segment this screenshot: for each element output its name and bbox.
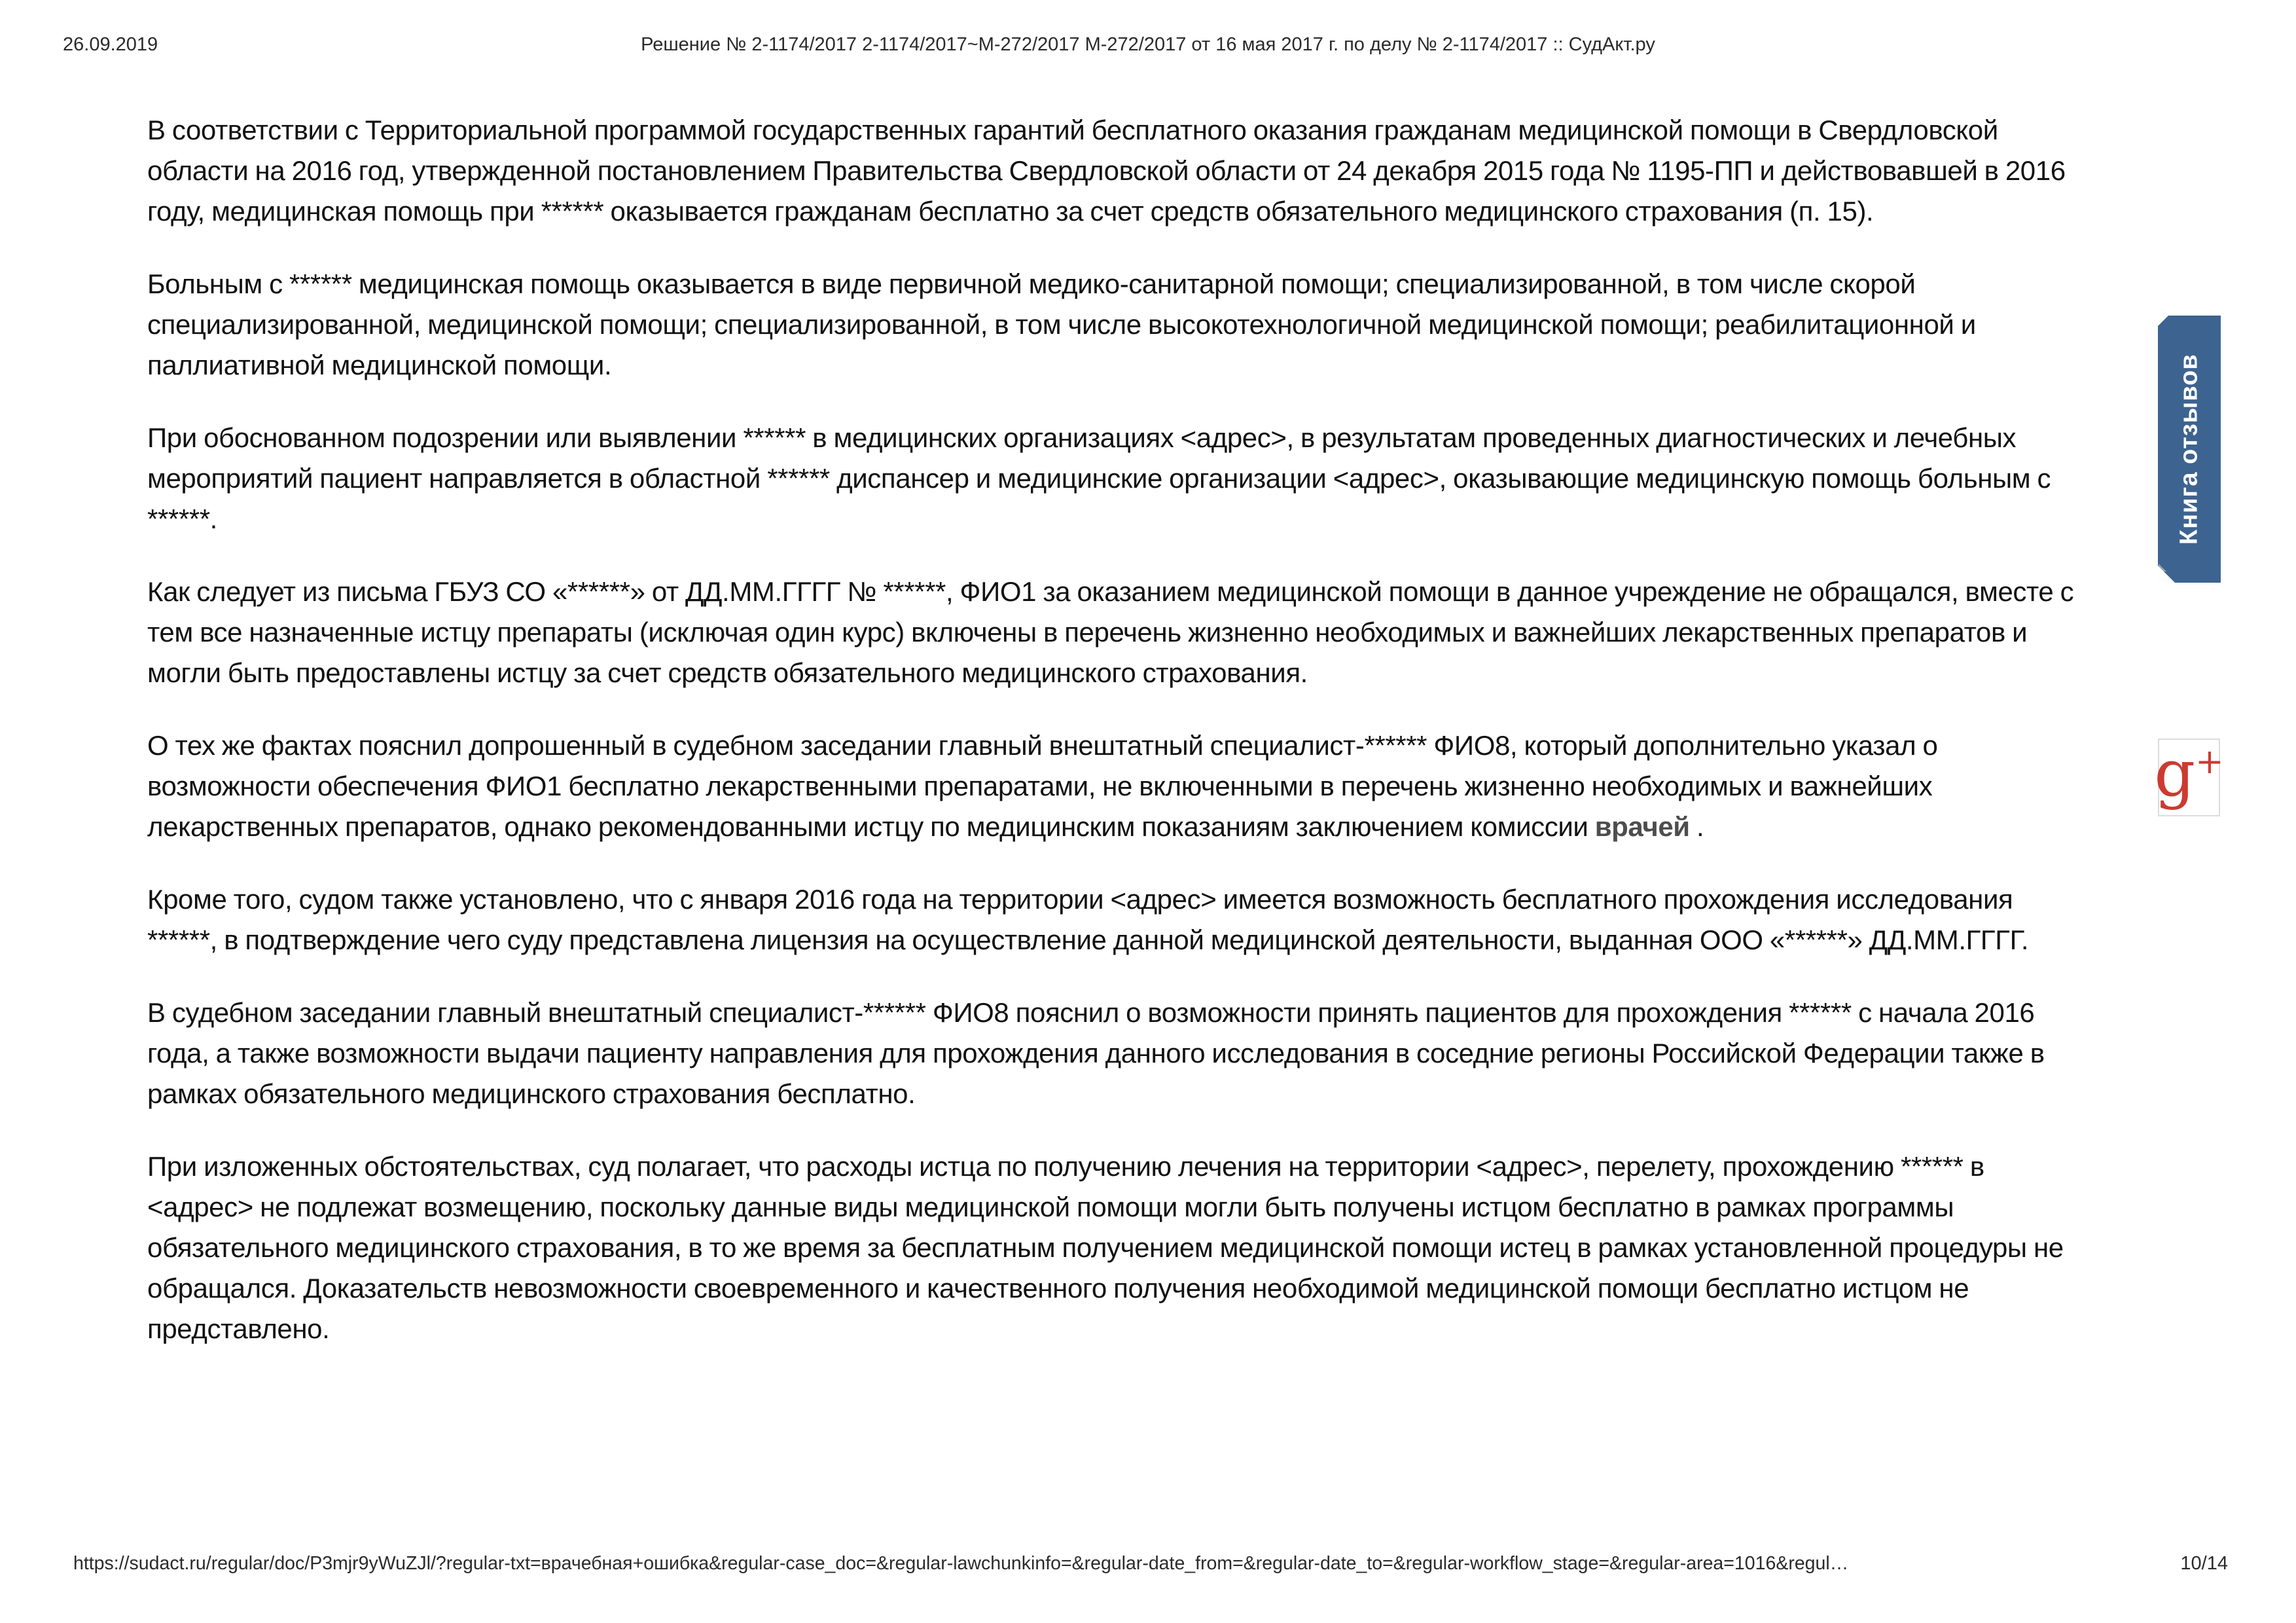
paragraph-text: О тех же фактах пояснил допрошенный в судебном заседании главный внештатный специалист-****** ФИО8, который дополнительно указал о возможности обеспечения ФИО1 бесплатно лекарственными препаратами, не включенными в перечень жизненно необходимых и важнейших лекарственных препаратов, однако рекомендованными истцу по медицинским показаниям заключением комиссии: [147, 730, 1938, 842]
paragraph-text: .: [1689, 811, 1704, 842]
print-title: Решение № 2-1174/2017 2-1174/2017~М-272/2017 М-272/2017 от 16 мая 2017 г. по делу № 2-1174/2017 :: СудАкт.ру: [641, 34, 1655, 55]
paragraph: При изложенных обстоятельствах, суд полагает, что расходы истца по получению лечения на территории <адрес>, перелету, прохождению ****** в <адрес> не подлежат возмещению, поскольку данные виды медицинской помощи могли быть получены истцом бесплатно в рамках программы обязательного медицинского страхования, в то же время за бесплатным получением медицинской помощи истец в рамках установленной процедуры не обращался. Доказательств невозможности своевременного и качественного получения необходимой медицинской помощи бесплатно истцом не представлено.: [147, 1151, 2064, 1344]
paragraph: Кроме того, судом также установлено, что с января 2016 года на территории <адрес> имеется возможность бесплатного прохождения исследования ******, в подтверждение чего суду представлена лицензия на осуществление данной медицинской деятельности, выданная ООО «******» ДД.ММ.ГГГГ.: [147, 884, 2029, 955]
feedback-tab[interactable]: [2158, 316, 2221, 583]
source-url: https://sudact.ru/regular/doc/P3mjr9yWuZJl/?regular-txt=врачебная+ошибка&regular-case_doc=&regular-lawchunkinfo=&regular-date_from=&regular-date_to=&regular-workflow_stage=&regular-area=1016&regul…: [73, 1553, 1849, 1574]
google-plus-button[interactable]: [2154, 737, 2224, 816]
feedback-tab-label: Книга отзывов: [2175, 354, 2203, 545]
google-plus-icon-plus: +: [2195, 742, 2224, 782]
paragraph: [147, 725, 2085, 847]
google-plus-icon: g: [2154, 737, 2196, 811]
paragraph: Как следует из письма ГБУЗ СО «******» от ДД.ММ.ГГГГ № ******, ФИО1 за оказанием медицинской помощи в данное учреждение не обращался, вместе с тем все назначенные истцу препараты (исключая один курс) включены в перечень жизненно необходимых и важнейших лекарственных препаратов и могли быть предоставлены истцу за счет средств обязательного медицинского страхования.: [147, 576, 2074, 688]
highlighted-search-term: врачей: [1594, 811, 1690, 842]
page-indicator: 10/14: [2180, 1553, 2228, 1574]
paragraph: В судебном заседании главный внештатный специалист-****** ФИО8 пояснил о возможности принять пациентов для прохождения ****** с начала 2016 года, а также возможности выдачи пациенту направления для прохождения данного исследования в соседние регионы Российской Федерации также в рамках обязательного медицинского страхования бесплатно.: [147, 997, 2045, 1109]
paragraph: При обоснованном подозрении или выявлении ****** в медицинских организациях <адрес>, в результатам проведенных диагностических и лечебных мероприятий пациент направляется в областной ****** диспансер и медицинские организации <адрес>, оказывающие медицинскую помощь больным с ******.: [147, 422, 2051, 534]
paragraph: Больным с ****** медицинская помощь оказывается в виде первичной медико-санитарной помощи; специализированной, в том числе скорой специализированной, медицинской помощи; специализированной, в том числе высокотехнологичной медицинской помощи; реабилитационной и паллиативной медицинской помощи.: [147, 268, 1976, 380]
document-body: [147, 110, 2085, 1381]
paragraph: В соответствии с Территориальной программой государственных гарантий бесплатного оказания гражданам медицинской помощи в Свердловской области на 2016 год, утвержденной постановлением Правительства Свердловской области от 24 декабря 2015 года № 1195-ПП и действовавшей в 2016 году, медицинская помощь при ****** оказывается гражданам бесплатно за счет средств обязательного медицинского страхования (п. 15).: [147, 115, 2066, 227]
print-date: 26.09.2019: [63, 34, 158, 55]
